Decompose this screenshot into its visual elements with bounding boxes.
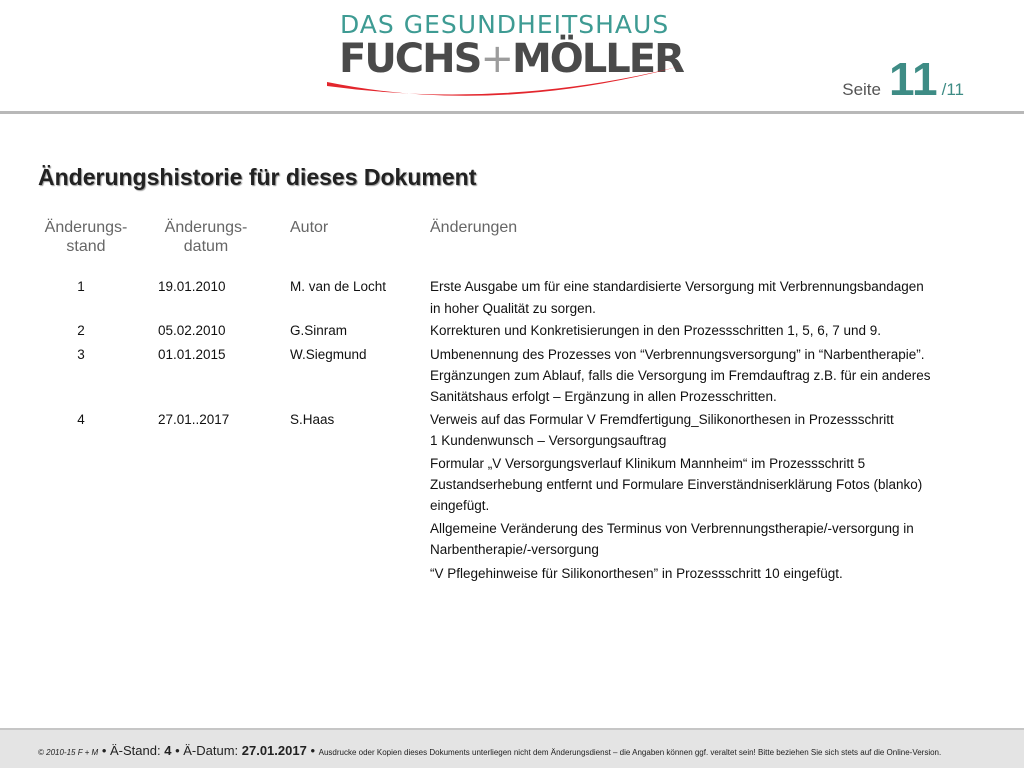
- footer-stand-value: 4: [164, 743, 172, 758]
- column-header-autor: Autor: [290, 219, 329, 236]
- row-3-aenderung-line1: Umbenennung des Prozesses von “Verbrennungsversorgung” in “Narbentherapie”.: [430, 347, 925, 362]
- row-3-aenderung-line2: Ergänzungen zum Ablauf, falls die Versorgung im Fremdauftrag z.B. für ein anderes: [430, 368, 931, 383]
- page-label: Seite: [842, 80, 881, 99]
- row-4-stand: 4: [77, 412, 85, 427]
- footer-separator-2: •: [171, 743, 184, 758]
- row-1-aenderung-line2: in hoher Qualität zu sorgen.: [430, 301, 596, 316]
- column-header-stand: [38, 218, 134, 256]
- row-4-aenderung-line5: eingefügt.: [430, 498, 490, 513]
- row-2-datum: 05.02.2010: [158, 323, 226, 338]
- footer-copyright: © 2010-15 F + M: [38, 748, 99, 757]
- row-4-aenderung-line8: “V Pflegehinweise für Silikonorthesen” in Prozessschritt 10 eingefügt.: [430, 566, 843, 581]
- page-header: [0, 0, 1024, 113]
- row-4-aenderung-line1: Verweis auf das Formular V Fremdfertigung_Silikonorthesen in Prozessschritt: [430, 412, 894, 427]
- row-2-autor: G.Sinram: [290, 323, 348, 338]
- row-2-aenderung-line1: Korrekturen und Konkretisierungen in den Prozessschritten 1, 5, 6, 7 und 9.: [430, 323, 882, 338]
- page-footer: [0, 728, 1024, 768]
- row-1-datum: 19.01.2010: [158, 279, 226, 294]
- company-logo: [325, 6, 685, 106]
- row-3-stand: 3: [77, 347, 85, 362]
- row-4-autor: S.Haas: [290, 412, 335, 427]
- footer-stand-label: Ä-Stand:: [110, 743, 165, 758]
- row-3-autor: W.Siegmund: [290, 347, 367, 362]
- footer-separator-3: •: [306, 743, 319, 758]
- row-1-autor: M. van de Locht: [290, 279, 387, 294]
- row-4-aenderung-line7: Narbentherapie/-versorgung: [430, 542, 599, 557]
- logo-word-right: MÖLLER: [511, 36, 683, 82]
- logo-tagline: DAS GESUNDHEITSHAUS: [340, 10, 670, 39]
- footer-datum-value: 27.01.2017: [241, 743, 307, 758]
- row-4-aenderung-line4: Zustandserhebung entfernt und Formulare Einverständniserklärung Fotos (blanko): [430, 477, 923, 492]
- footer-divider: [0, 728, 1024, 730]
- page-indicator: [842, 52, 964, 105]
- column-header-datum: [158, 218, 254, 256]
- row-4-aenderung-line3: Formular „V Versorgungsverlauf Klinikum Mannheim“ im Prozessschritt 5: [430, 456, 866, 471]
- row-4-aenderung-line6: Allgemeine Veränderung des Terminus von Verbrennungstherapie/-versorgung in: [430, 521, 914, 536]
- footer-separator-1: •: [98, 743, 111, 758]
- row-1-stand: 1: [77, 279, 85, 294]
- row-4-datum: 27.01..2017: [158, 412, 230, 427]
- row-1-aenderung-line1: Erste Ausgabe um für eine standardisierte Versorgung mit Verbrennungsbandagen: [430, 279, 924, 294]
- column-header-datum-line1: Änderungs-: [164, 219, 248, 236]
- logo-plus: +: [480, 36, 512, 82]
- row-3-aenderung-line3: Sanitätshaus erfolgt – Ergänzung in allen Prozesschritten.: [430, 389, 777, 404]
- footer-text: [38, 743, 941, 758]
- page-number: 11: [888, 53, 938, 105]
- column-header-stand-line1: Änderungs-: [44, 219, 128, 236]
- footer-disclaimer: Ausdrucke oder Kopien dieses Dokuments unterliegen nicht dem Änderungsdienst – die Angaben können ggf. veraltet sein! Bitte beziehen Sie sich stets auf die Online-Version.: [318, 748, 942, 757]
- column-header-datum-line2: datum: [183, 238, 229, 255]
- row-2-stand: 2: [77, 323, 85, 338]
- column-header-stand-line2: stand: [66, 238, 106, 255]
- column-header-aenderungen: Änderungen: [430, 219, 518, 236]
- row-3-datum: 01.01.2015: [158, 347, 226, 362]
- footer-datum-label: Ä-Datum:: [183, 743, 242, 758]
- logo-word-left: FUCHS: [339, 36, 481, 82]
- page-title: Änderungshistorie für dieses Dokument: [38, 164, 477, 190]
- logo-swoosh-icon: [325, 64, 685, 108]
- page-total: /11: [941, 80, 964, 99]
- header-divider: [0, 111, 1024, 114]
- row-4-aenderung-line2: 1 Kundenwunsch – Versorgungsauftrag: [430, 433, 667, 448]
